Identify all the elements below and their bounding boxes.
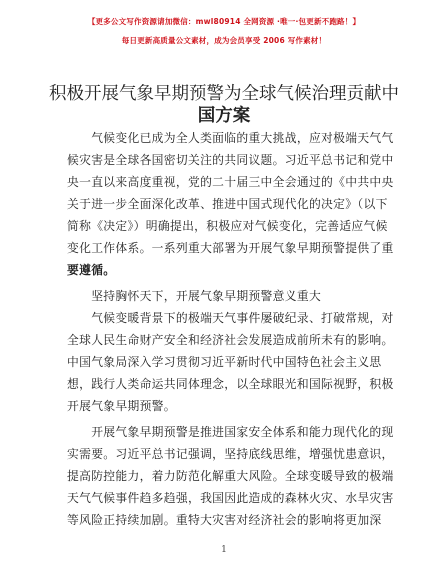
- body-line: 想，践行人类命运共同体理念，以全球眼光和国际视野，积极: [67, 377, 394, 391]
- body-line: 等风险正持续加剧。重特大灾害对经济社会的影响将更加深: [67, 513, 382, 527]
- body-line: 变化工作体系。一系列重大部署为开展气象早期预警提供了重: [67, 241, 394, 255]
- body-line: 开展气象早期预警。: [67, 399, 176, 413]
- body-line: 开展气象早期预警是推进国家安全体系和能力现代化的现: [67, 425, 394, 439]
- body-line: 关于进一步全面深化改革、推进中国式现代化的决定》（以下: [67, 197, 388, 211]
- body-line: 简称《决定》）明确提出，积极应对气候变化，完善适应气候: [67, 219, 388, 233]
- body-line: 实需要。习近平总书记强调，坚持底线思维，增强忧患意识，: [67, 447, 394, 461]
- body-line: 气候变暖背景下的极端天气事件屡破纪录、打破常规，对: [67, 311, 394, 325]
- promo-banner-line-2: 每日更新高质量公文素材，成为会员享受 2006 写作素材！: [121, 36, 327, 45]
- body-line: 气候变化已成为全人类面临的重大挑战，应对极端天气气: [67, 131, 394, 145]
- body-line: 要遵循。: [67, 263, 116, 277]
- section-heading: 坚持胸怀天下，开展气象早期预警意义重大: [67, 289, 322, 303]
- body-line: 提高防控能力，着力防范化解重大风险。全球变暖导致的极端: [67, 469, 394, 483]
- body-line: 央一直以来高度重视，党的二十届三中全会通过的《中共中央: [67, 175, 394, 189]
- document-title-line-2: 国方案: [197, 106, 251, 126]
- body-line: 天气气候事件趋多趋强，我国因此造成的森林火灾、水旱灾害: [67, 491, 394, 505]
- body-line: 候灾害是全球各国密切关注的共同议题。习近平总书记和党中: [67, 153, 394, 167]
- document-title-line-1: 积极开展气象早期预警为全球气候治理贡献中: [49, 84, 399, 104]
- body-line: 中国气象局深入学习贯彻习近平新时代中国特色社会主义思: [67, 355, 382, 369]
- body-line: 全球人民生命财产安全和经济社会发展造成前所未有的影响。: [67, 333, 394, 347]
- page-number: 1: [221, 545, 227, 555]
- promo-banner-line-1: 【更多公文写作资源请加微信：mwl80914 全网资源 ·唯一·包更新不跑路！】: [87, 17, 361, 26]
